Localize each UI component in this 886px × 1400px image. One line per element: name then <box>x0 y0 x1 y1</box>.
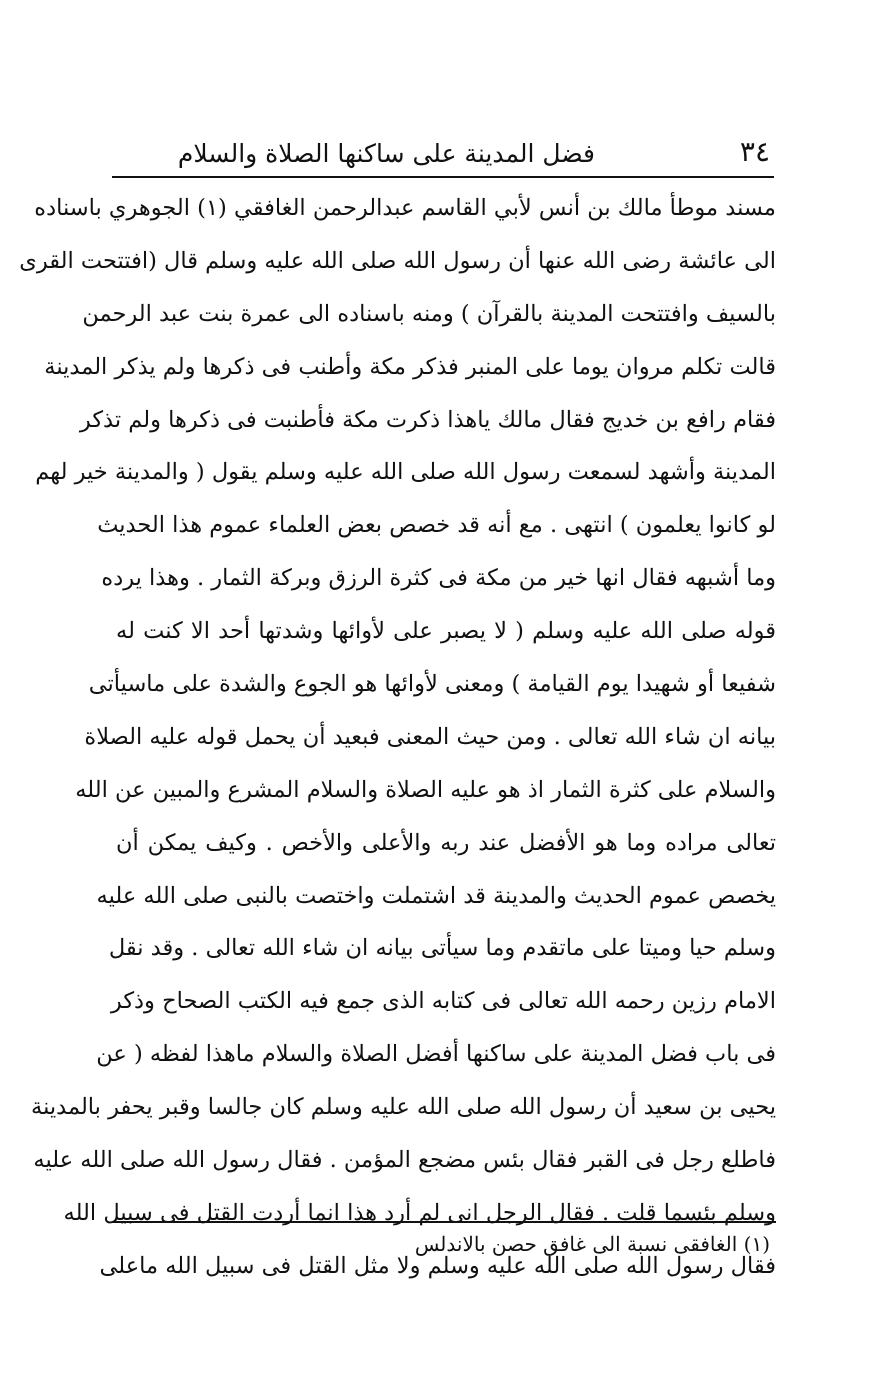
body-text <box>19 182 776 1293</box>
text-line: والسلام على كثرة الثمار اذ هو عليه الصلاة والسلام المشرع والمبين عن الله <box>75 776 776 803</box>
text-line: فقام رافع بن خديج فقال مالك ياهذا ذكرت مكة فأطنبت فى ذكرها ولم تذكر <box>79 406 776 433</box>
text-line: يحيى بن سعيد أن رسول الله صلى الله عليه وسلم كان جالسا وقبر يحفر بالمدينة <box>31 1094 776 1121</box>
text-line: قوله صلى الله عليه وسلم ( لا يصبر على لأوائها وشدتها أحد الا كنت له <box>116 618 776 645</box>
footnote: (١) الغافقى نسبة الى غافق حصن بالاندلس <box>414 1232 770 1256</box>
text-line: المدينة وأشهد لسمعت رسول الله صلى الله عليه وسلم يقول ( والمدينة خير لهم <box>35 459 776 486</box>
text-line: يخصص عموم الحديث والمدينة قد اشتملت واختصت بالنبى صلى الله عليه <box>96 882 776 909</box>
text-line: وسلم بئسما قلت . فقال الرجل انى لم أرد هذا انما أردت القتل فى سبيل الله <box>63 1199 776 1226</box>
running-title: فضل المدينة على ساكنها الصلاة والسلام <box>177 139 595 168</box>
footnote-rule <box>112 1221 776 1223</box>
text-line: الامام رزين رحمه الله تعالى فى كتابه الذى جمع فيه الكتب الصحاح وذكر <box>110 988 776 1015</box>
text-line: بالسيف وافتتحت المدينة بالقرآن ) ومنه باسناده الى عمرة بنت عبد الرحمن <box>82 300 776 327</box>
text-line: وسلم حيا وميتا على ماتقدم وما سيأتى بيانه ان شاء الله تعالى . وقد نقل <box>108 935 776 962</box>
text-line: فاطلع رجل فى القبر فقال بئس مضجع المؤمن . فقال رسول الله صلى الله عليه <box>33 1147 776 1174</box>
page-number: ٣٤ <box>739 135 770 168</box>
text-line: لو كانوا يعلمون ) انتهى . مع أنه قد خصص بعض العلماء عموم هذا الحديث <box>97 512 776 539</box>
text-line: فقال رسول الله صلى الله عليه وسلم ولا مثل القتل فى سبيل الله ماعلى <box>99 1252 776 1279</box>
text-line: وما أشبهه فقال انها خير من مكة فى كثرة الرزق وبركة الثمار . وهذا يرده <box>101 565 776 592</box>
header-rule <box>112 176 774 178</box>
text-line: فى باب فضل المدينة على ساكنها أفضل الصلاة والسلام ماهذا لفظه ( عن <box>96 1041 776 1068</box>
text-line: شفيعا أو شهيدا يوم القيامة ) ومعنى لأوائها هو الجوع والشدة على ماسيأتى <box>88 671 776 698</box>
text-line: قالت تكلم مروان يوما على المنبر فذكر مكة وأطنب فى ذكرها ولم يذكر المدينة <box>44 353 776 380</box>
page-header <box>118 128 770 174</box>
text-line: الى عائشة رضى الله عنها أن رسول الله صلى الله عليه وسلم قال (افتتحت القرى <box>19 247 776 274</box>
text-line: بيانه ان شاء الله تعالى . ومن حيث المعنى فبعيد أن يحمل قوله عليه الصلاة <box>84 723 776 750</box>
text-line: مسند موطأ مالك بن أنس لأبي القاسم عبدالرحمن الغافقي (١) الجوهري باسناده <box>34 195 776 221</box>
text-line: تعالى مراده وما هو الأفضل عند ربه والأعلى والأخص . وكيف يمكن أن <box>116 829 776 856</box>
